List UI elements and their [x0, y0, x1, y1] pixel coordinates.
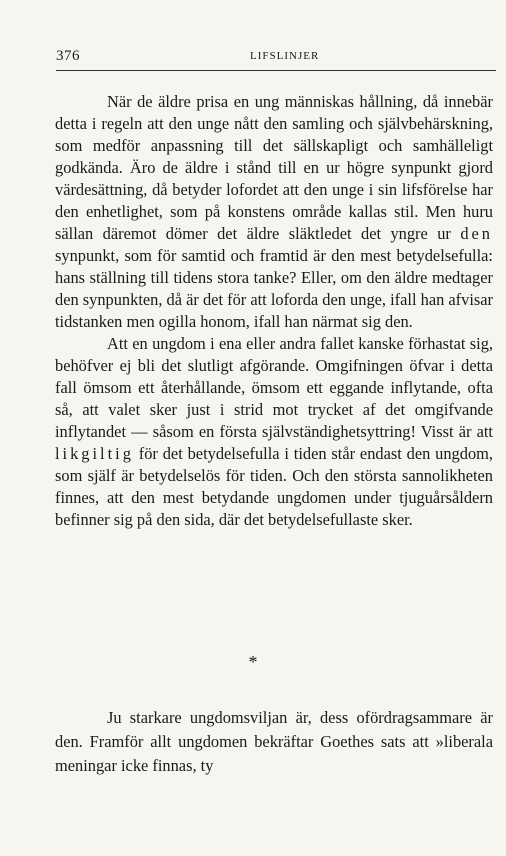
running-head: LIFSLINJER [250, 50, 320, 62]
page-header [56, 48, 496, 70]
paragraph [55, 706, 493, 778]
header-rule [56, 70, 496, 71]
emphasized-word: den [460, 224, 493, 243]
section-break-asterisk: * [248, 652, 258, 672]
page-number: 376 [56, 48, 80, 64]
paragraph [55, 333, 493, 531]
paragraph-text: Att en ungdom i ena eller andra fallet kanske förhastat sig, behöfver ej bli det slutligt afgörande. Omgifningen öfvar i detta fall ömsom ett återhållande, ömsom ett eggande inflytande, ofta så, att valet sker just i strid mot trycket af det omgifvande inflytandet — såsom en första självständighetsyttring! Visst är att [55, 334, 493, 441]
paragraph-text: synpunkt, som för samtid och framtid är den mest betydelsefulla: hans ställning till tidens stora tanke? Eller, om den äldre medtager den synpunkten, då är det för att loforda den unge, ifall han afvisar tidstanken men ogilla honom, ifall han närmat sig den. [55, 246, 493, 331]
paragraph [55, 91, 493, 333]
paragraph-text: Ju starkare ungdomsviljan är, dess ofördragsammare är den. Framför allt ungdomen bekräftar Goethes sats att »liberala meningar icke finnas, ty [55, 708, 493, 775]
paragraph-text: När de äldre prisa en ung människas hållning, då innebär detta i regeln att den unge nått den samling och självbehärskning, som medför anpassning till det sällskapligt och samhälleligt godkända. Äro de äldre i stånd till en ur högre synpunkt gjord värdesättning, då betyder lofordet att den unge i sin lifsförelse har den enhetlighet, som på konstens område kallas stil. Men huru sällan däremot dömer det äldre släktledet det yngre ur [55, 92, 493, 243]
main-text [55, 91, 493, 531]
emphasized-word: likgiltig [55, 444, 134, 463]
paragraph-text: för det betydelsefulla i tiden står endast den ungdom, som själf är betydelselös för tiden. Och den största sannolikheten finnes, att den mest betydande ungdomen under tjuguårsåldern befinner sig på den sida, där det betydelsefullaste sker. [55, 444, 493, 529]
main-text-continued [55, 706, 493, 778]
